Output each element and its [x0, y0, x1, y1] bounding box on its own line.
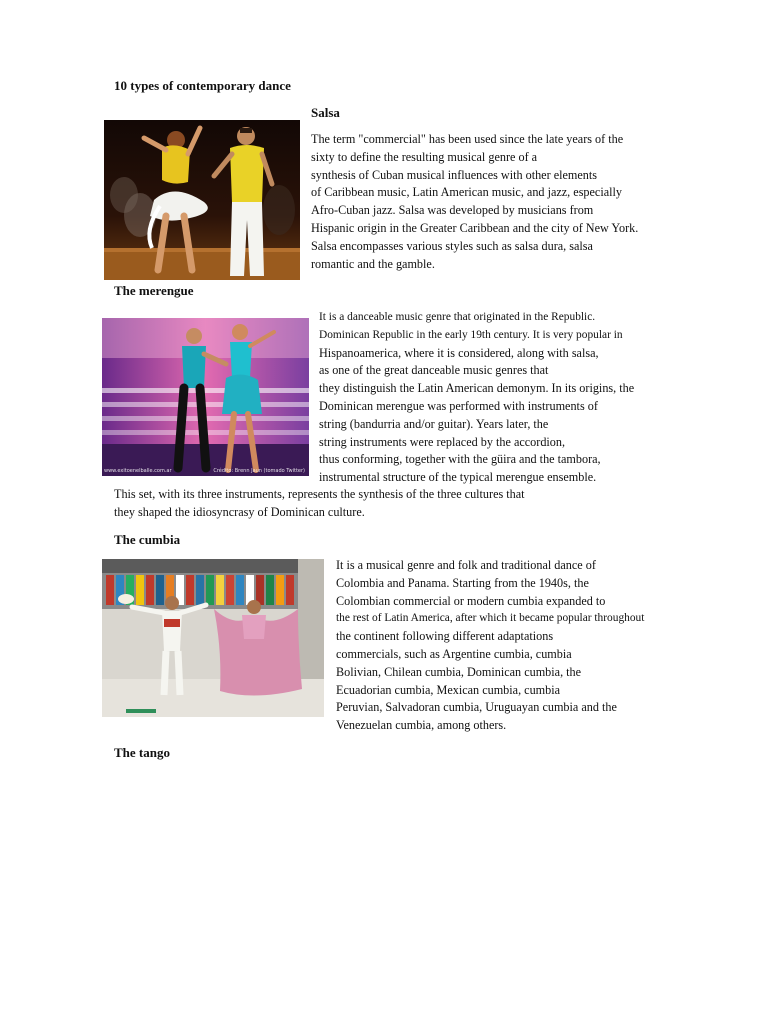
- cumbia-line: the continent following different adaptations: [336, 629, 554, 644]
- merengue-line: string (bandurria and/or guitar). Years later, the: [319, 416, 549, 431]
- cumbia-line: It is a musical genre and folk and traditional dance of: [336, 558, 596, 572]
- salsa-line: Salsa encompasses various styles such as salsa dura, salsa: [311, 238, 593, 253]
- salsa-line: of Caribbean music, Latin American music, and jazz, especially: [311, 185, 623, 200]
- merengue-line: Hispanoamerica, where it is considered, along with salsa,: [319, 345, 599, 360]
- merengue-continuation-line: they shaped the idiosyncrasy of Dominican culture.: [114, 504, 365, 519]
- merengue-line: string instruments were replaced by the accordion,: [319, 434, 566, 449]
- cumbia-line: Colombia and Panama. Starting from the 1940s, the: [336, 575, 589, 590]
- salsa-line: The term "commercial" has been used since the late years of the: [311, 132, 624, 146]
- document-title: 10 types of contemporary dance: [114, 78, 291, 93]
- salsa-line: romantic and the gamble.: [311, 256, 435, 271]
- tango-heading: The tango: [114, 745, 170, 760]
- merengue-continuation-line: This set, with its three instruments, represents the synthesis of the three cultures that: [114, 487, 525, 501]
- cumbia-line: the rest of Latin America, after which it became popular throughout: [336, 612, 645, 625]
- merengue-line: as one of the great danceable music genres that: [319, 363, 549, 378]
- cumbia-line: commercials, such as Argentine cumbia, cumbia: [336, 646, 572, 661]
- merengue-line: instrumental structure of the typical merengue ensemble.: [319, 470, 597, 485]
- cumbia-heading: The cumbia: [114, 532, 181, 547]
- salsa-heading: Salsa: [311, 105, 340, 120]
- cumbia-photo: [102, 559, 324, 717]
- salsa-line: synthesis of Cuban musical influences with other elements: [311, 167, 598, 182]
- photo-watermark-right: Crédito: Brenn Jaun (tomado Twitter): [213, 468, 305, 474]
- salsa-line: sixty to define the resulting musical genre of a: [311, 149, 538, 164]
- cumbia-paragraph: [336, 557, 644, 735]
- salsa-photo: [104, 120, 300, 280]
- cumbia-line: Venezuelan cumbia, among others.: [336, 718, 507, 733]
- salsa-line: Afro-Cuban jazz. Salsa was developed by musicians from: [311, 203, 594, 218]
- merengue-paragraph: [319, 309, 634, 487]
- merengue-line: It is a danceable music genre that originated in the Republic.: [319, 311, 596, 323]
- merengue-line: Dominican Republic in the early 19th century. It is very popular in: [319, 328, 623, 341]
- cumbia-line: Colombian commercial or modern cumbia expanded to: [336, 593, 606, 608]
- merengue-line: thus conforming, together with the güira and the tambora,: [319, 452, 601, 467]
- merengue-line: Dominican merengue was performed with instruments of: [319, 398, 598, 413]
- merengue-line: they distinguish the Latin American demonym. In its origins, the: [319, 381, 635, 396]
- merengue-continuation: [114, 486, 525, 522]
- merengue-photo: [102, 318, 309, 476]
- salsa-paragraph: [311, 131, 638, 273]
- cumbia-line: Peruvian, Salvadoran cumbia, Uruguayan cumbia and the: [336, 700, 617, 715]
- salsa-line: Hispanic origin in the Greater Caribbean and the city of New York.: [311, 220, 639, 235]
- cumbia-line: Ecuadorian cumbia, Mexican cumbia, cumbia: [336, 682, 561, 697]
- merengue-heading: The merengue: [114, 283, 194, 298]
- photo-watermark-left: www.exitoenelballe.com.ar: [104, 468, 172, 474]
- cumbia-line: Bolivian, Chilean cumbia, Dominican cumbia, the: [336, 664, 582, 679]
